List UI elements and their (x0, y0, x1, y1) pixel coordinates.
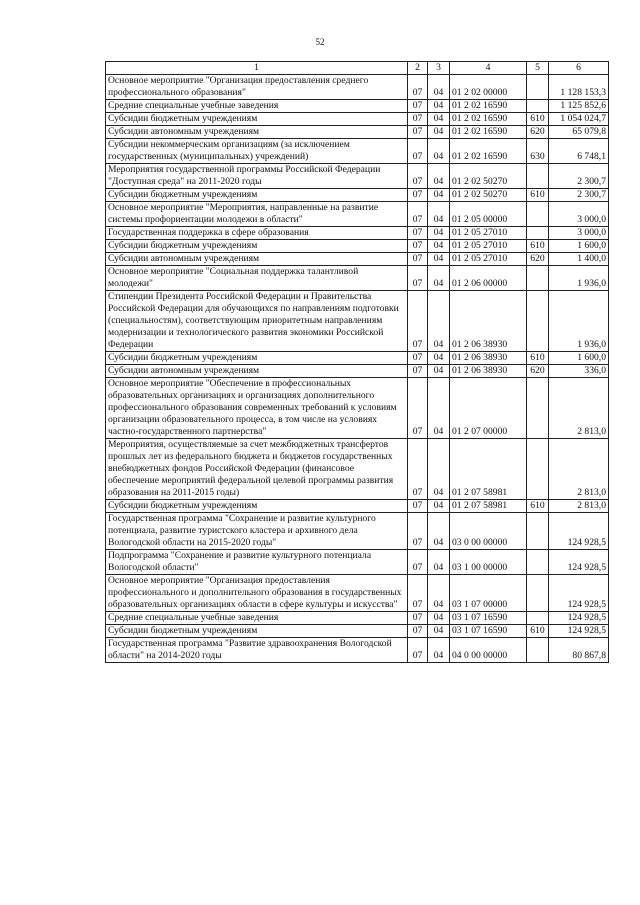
subsection-cell: 04 (428, 638, 450, 663)
section-cell: 07 (408, 625, 428, 638)
header-cell: 5 (527, 62, 549, 75)
expense-type-cell: 610 (527, 352, 549, 365)
subsection-cell: 04 (428, 100, 450, 113)
amount-cell: 124 928,5 (549, 550, 609, 575)
section-cell: 07 (408, 126, 428, 139)
target-code-cell: 01 2 05 00000 (450, 202, 527, 227)
section-cell: 07 (408, 164, 428, 189)
subsection-cell: 04 (428, 575, 450, 612)
table-row (106, 352, 609, 365)
section-cell: 07 (408, 550, 428, 575)
subsection-cell: 04 (428, 625, 450, 638)
amount-cell: 6 748,1 (549, 139, 609, 164)
subsection-cell: 04 (428, 253, 450, 266)
subsection-cell: 04 (428, 612, 450, 625)
target-code-cell: 01 2 07 58981 (450, 500, 527, 513)
amount-cell: 2 300,7 (549, 189, 609, 202)
page-number: 52 (315, 37, 325, 47)
subsection-cell: 04 (428, 365, 450, 378)
target-code-cell: 01 2 06 00000 (450, 266, 527, 291)
table-row (106, 291, 609, 352)
amount-cell: 2 813,0 (549, 500, 609, 513)
row-name-cell: Субсидии бюджетным учреждениям (106, 113, 408, 126)
expense-type-cell: 620 (527, 126, 549, 139)
subsection-cell: 04 (428, 513, 450, 550)
amount-cell: 1 936,0 (549, 291, 609, 352)
row-name-cell: Субсидии автономным учреждениям (106, 253, 408, 266)
expense-type-cell: 620 (527, 253, 549, 266)
section-cell: 07 (408, 638, 428, 663)
expense-type-cell: 610 (527, 240, 549, 253)
section-cell: 07 (408, 100, 428, 113)
amount-cell: 65 079,8 (549, 126, 609, 139)
amount-cell: 2 813,0 (549, 439, 609, 500)
target-code-cell: 01 2 05 27010 (450, 240, 527, 253)
amount-cell: 1 600,0 (549, 352, 609, 365)
row-name-cell: Субсидии бюджетным учреждениям (106, 500, 408, 513)
subsection-cell: 04 (428, 189, 450, 202)
amount-cell: 336,0 (549, 365, 609, 378)
table-row (106, 113, 609, 126)
target-code-cell: 01 2 07 00000 (450, 378, 527, 439)
header-cell: 3 (428, 62, 450, 75)
table-row (106, 266, 609, 291)
row-name-cell: Субсидии бюджетным учреждениям (106, 240, 408, 253)
table-row (106, 625, 609, 638)
expense-type-cell: 610 (527, 625, 549, 638)
table-row (106, 100, 609, 113)
table-row (106, 189, 609, 202)
target-code-cell: 01 2 06 38930 (450, 352, 527, 365)
expense-type-cell: 630 (527, 139, 549, 164)
target-code-cell: 01 2 02 16590 (450, 100, 527, 113)
table-row (106, 550, 609, 575)
row-name-cell: Основное мероприятие "Мероприятия, направленные на развитие системы профориентации молодежи в области" (106, 202, 408, 227)
table-row (106, 240, 609, 253)
table-row (106, 612, 609, 625)
section-cell: 07 (408, 253, 428, 266)
target-code-cell: 01 2 02 50270 (450, 164, 527, 189)
target-code-cell: 03 1 07 00000 (450, 575, 527, 612)
budget-table (105, 61, 609, 663)
subsection-cell: 04 (428, 266, 450, 291)
section-cell: 07 (408, 439, 428, 500)
target-code-cell: 01 2 02 00000 (450, 75, 527, 100)
section-cell: 07 (408, 352, 428, 365)
target-code-cell: 01 2 02 50270 (450, 189, 527, 202)
table-row (106, 500, 609, 513)
subsection-cell: 04 (428, 378, 450, 439)
amount-cell: 1 125 852,6 (549, 100, 609, 113)
amount-cell: 1 400,0 (549, 253, 609, 266)
expense-type-cell (527, 75, 549, 100)
target-code-cell: 01 2 07 58981 (450, 439, 527, 500)
table-row (106, 253, 609, 266)
section-cell: 07 (408, 75, 428, 100)
table-row (106, 439, 609, 500)
expense-type-cell (527, 378, 549, 439)
target-code-cell: 03 0 00 00000 (450, 513, 527, 550)
subsection-cell: 04 (428, 240, 450, 253)
row-name-cell: Средние специальные учебные заведения (106, 100, 408, 113)
amount-cell: 2 813,0 (549, 378, 609, 439)
amount-cell: 1 936,0 (549, 266, 609, 291)
section-cell: 07 (408, 189, 428, 202)
subsection-cell: 04 (428, 352, 450, 365)
subsection-cell: 04 (428, 113, 450, 126)
section-cell: 07 (408, 378, 428, 439)
section-cell: 07 (408, 575, 428, 612)
header-row (106, 62, 609, 75)
amount-cell: 124 928,5 (549, 625, 609, 638)
expense-type-cell: 610 (527, 189, 549, 202)
expense-type-cell (527, 202, 549, 227)
target-code-cell: 01 2 05 27010 (450, 227, 527, 240)
expense-type-cell (527, 164, 549, 189)
section-cell: 07 (408, 500, 428, 513)
amount-cell: 124 928,5 (549, 513, 609, 550)
target-code-cell: 01 2 02 16590 (450, 126, 527, 139)
section-cell: 07 (408, 227, 428, 240)
target-code-cell: 03 1 07 16590 (450, 625, 527, 638)
row-name-cell: Основное мероприятие "Организация предоставления профессионального и дополнительного образования в государственных образовательных организациях области в сфере культуры и искусства" (106, 575, 408, 612)
expense-type-cell: 610 (527, 113, 549, 126)
section-cell: 07 (408, 113, 428, 126)
expense-type-cell: 620 (527, 365, 549, 378)
table-row (106, 126, 609, 139)
subsection-cell: 04 (428, 126, 450, 139)
section-cell: 07 (408, 240, 428, 253)
expense-type-cell (527, 439, 549, 500)
target-code-cell: 01 2 02 16590 (450, 139, 527, 164)
amount-cell: 3 000,0 (549, 202, 609, 227)
row-name-cell: Субсидии некоммерческим организациям (за исключением государственных (муниципальных) учреждений) (106, 139, 408, 164)
target-code-cell: 03 1 07 16590 (450, 612, 527, 625)
amount-cell: 1 600,0 (549, 240, 609, 253)
expense-type-cell (527, 612, 549, 625)
header-cell: 6 (549, 62, 609, 75)
table-row (106, 638, 609, 663)
subsection-cell: 04 (428, 164, 450, 189)
target-code-cell: 03 1 00 00000 (450, 550, 527, 575)
row-name-cell: Стипендии Президента Российской Федерации и Правительства Российской Федерации для обучающихся по направлениям подготовки (специальностям), соответствующим приоритетным направлениям модернизации и технологического развития экономики Российской Федерации (106, 291, 408, 352)
header-cell: 4 (450, 62, 527, 75)
expense-type-cell (527, 227, 549, 240)
section-cell: 07 (408, 513, 428, 550)
section-cell: 07 (408, 139, 428, 164)
target-code-cell: 01 2 05 27010 (450, 253, 527, 266)
table-row (106, 513, 609, 550)
row-name-cell: Основное мероприятие "Обеспечение в профессиональных образовательных организациях и организациях дополнительного профессионального образования современных требований к условиям организации образовательного процесса, в том числе на условиях частно-государственного партнерства" (106, 378, 408, 439)
table-row (106, 75, 609, 100)
amount-cell: 3 000,0 (549, 227, 609, 240)
section-cell: 07 (408, 365, 428, 378)
header-cell: 1 (106, 62, 408, 75)
expense-type-cell (527, 575, 549, 612)
amount-cell: 80 867,8 (549, 638, 609, 663)
subsection-cell: 04 (428, 139, 450, 164)
section-cell: 07 (408, 291, 428, 352)
row-name-cell: Мероприятия, осуществляемые за счет межбюджетных трансфертов прошлых лет из федерального бюджета и бюджетов государственных внебюджетных фондов Российской Федерации (финансовое обеспечение мероприятий федеральной целевой программы развития образования на 2011-2015 годы) (106, 439, 408, 500)
subsection-cell: 04 (428, 439, 450, 500)
expense-type-cell (527, 266, 549, 291)
row-name-cell: Основное мероприятие "Организация предоставления среднего профессионального образования" (106, 75, 408, 100)
table-row (106, 365, 609, 378)
section-cell: 07 (408, 266, 428, 291)
amount-cell: 1 054 024,7 (549, 113, 609, 126)
table-row (106, 202, 609, 227)
expense-type-cell (527, 513, 549, 550)
expense-type-cell (527, 638, 549, 663)
expense-type-cell (527, 291, 549, 352)
row-name-cell: Государственная поддержка в сфере образования (106, 227, 408, 240)
table-row (106, 378, 609, 439)
row-name-cell: Средние специальные учебные заведения (106, 612, 408, 625)
amount-cell: 124 928,5 (549, 612, 609, 625)
expense-type-cell: 610 (527, 500, 549, 513)
row-name-cell: Основное мероприятие "Социальная поддержка талантливой молодежи" (106, 266, 408, 291)
row-name-cell: Мероприятия государственной программы Российской Федерации "Доступная среда" на 2011-2020 годы (106, 164, 408, 189)
amount-cell: 2 300,7 (549, 164, 609, 189)
subsection-cell: 04 (428, 227, 450, 240)
row-name-cell: Государственная программа "Развитие здравоохранения Вологодской области" на 2014-2020 годы (106, 638, 408, 663)
expense-type-cell (527, 550, 549, 575)
row-name-cell: Субсидии автономным учреждениям (106, 126, 408, 139)
subsection-cell: 04 (428, 75, 450, 100)
target-code-cell: 01 2 06 38930 (450, 291, 527, 352)
table-row (106, 575, 609, 612)
target-code-cell: 04 0 00 00000 (450, 638, 527, 663)
expense-type-cell (527, 100, 549, 113)
row-name-cell: Субсидии бюджетным учреждениям (106, 352, 408, 365)
amount-cell: 124 928,5 (549, 575, 609, 612)
subsection-cell: 04 (428, 291, 450, 352)
section-cell: 07 (408, 202, 428, 227)
row-name-cell: Субсидии бюджетным учреждениям (106, 189, 408, 202)
table-row (106, 164, 609, 189)
row-name-cell: Субсидии бюджетным учреждениям (106, 625, 408, 638)
table-row (106, 139, 609, 164)
row-name-cell: Субсидии автономным учреждениям (106, 365, 408, 378)
target-code-cell: 01 2 06 38930 (450, 365, 527, 378)
subsection-cell: 04 (428, 500, 450, 513)
amount-cell: 1 128 153,3 (549, 75, 609, 100)
subsection-cell: 04 (428, 202, 450, 227)
target-code-cell: 01 2 02 16590 (450, 113, 527, 126)
row-name-cell: Государственная программа "Сохранение и развитие культурного потенциала, развитие туристского кластера и архивного дела Вологодской области на 2015-2020 годы" (106, 513, 408, 550)
table-row (106, 227, 609, 240)
header-cell: 2 (408, 62, 428, 75)
subsection-cell: 04 (428, 550, 450, 575)
row-name-cell: Подпрограмма "Сохранение и развитие культурного потенциала Вологодской области" (106, 550, 408, 575)
section-cell: 07 (408, 612, 428, 625)
